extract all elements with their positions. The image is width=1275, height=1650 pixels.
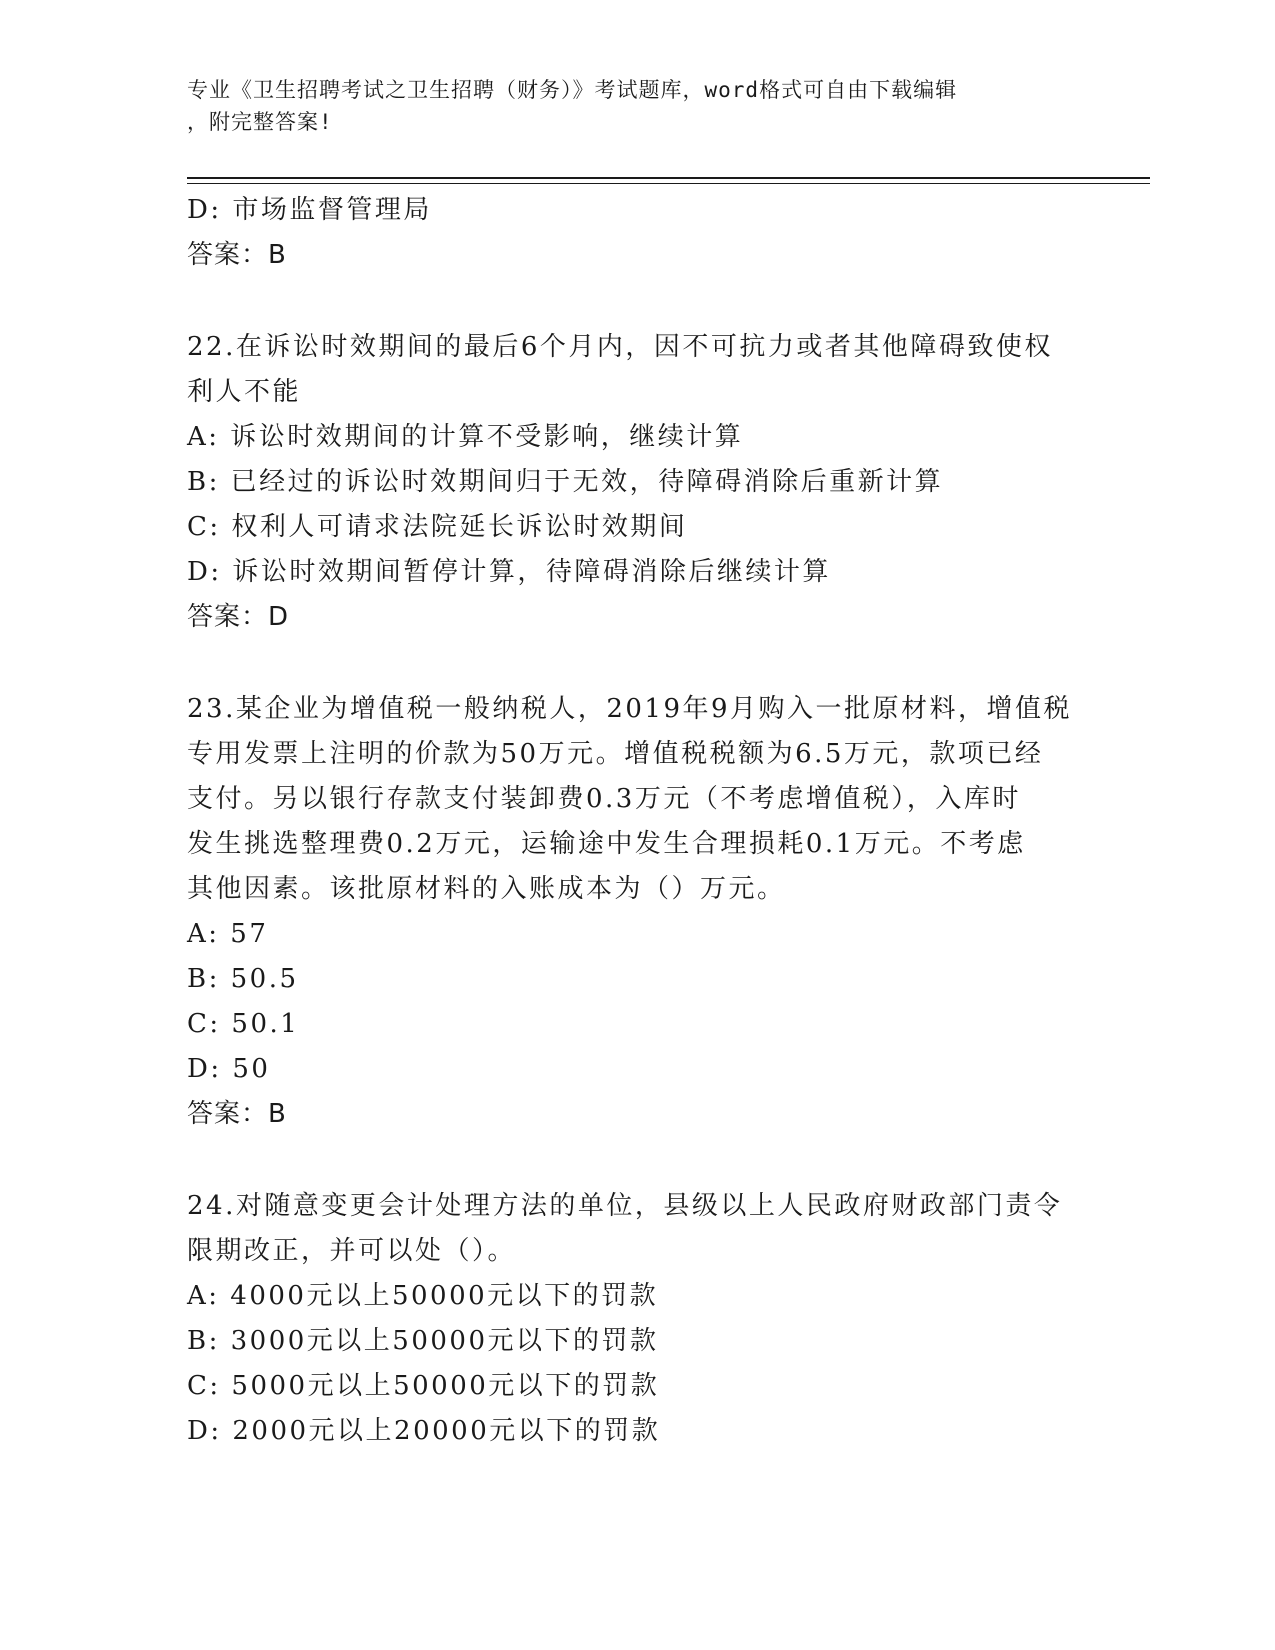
option-d: D: 市场监督管理局 xyxy=(187,195,432,225)
question-stem-line: 23.某企业为增值税一般纳税人，2019年9月购入一批原材料，增值税 xyxy=(187,694,1073,724)
question-stem-line: 发生挑选整理费0.2万元，运输途中发生合理损耗0.1万元。不考虑 xyxy=(187,829,1026,859)
option-b: B: 3000元以上50000元以下的罚款 xyxy=(187,1326,659,1356)
option-d: D: 诉讼时效期间暂停计算，待障碍消除后继续计算 xyxy=(187,557,831,587)
answer-line: 答案：D xyxy=(187,602,290,632)
question-stem-line: 其他因素。该批原材料的入账成本为（）万元。 xyxy=(187,874,786,904)
spacer xyxy=(187,278,1087,325)
spacer xyxy=(187,1137,1087,1184)
header-line-2: ，附完整答案! xyxy=(187,110,333,134)
option-b: B: 50.5 xyxy=(187,964,299,994)
question-22 xyxy=(187,325,1087,640)
option-d: D: 2000元以上20000元以下的罚款 xyxy=(187,1416,661,1446)
page-header xyxy=(187,74,1067,138)
header-rule-thick xyxy=(187,177,1150,179)
question-stem-line: 限期改正，并可以处（）。 xyxy=(187,1236,517,1266)
header-rule-thin xyxy=(187,183,1150,184)
option-c: C: 权利人可请求法院延长诉讼时效期间 xyxy=(187,512,688,542)
option-d: D: 50 xyxy=(187,1054,271,1084)
option-b: B: 已经过的诉讼时效期间归于无效，待障碍消除后重新计算 xyxy=(187,467,944,497)
option-a: A: 诉讼时效期间的计算不受影响，继续计算 xyxy=(187,422,744,452)
question-24 xyxy=(187,1184,1087,1454)
spacer xyxy=(187,640,1087,687)
option-a: A: 57 xyxy=(187,919,269,949)
question-23 xyxy=(187,687,1087,1137)
header-line-1: 专业《卫生招聘考试之卫生招聘（财务）》考试题库，word格式可自由下载编辑 xyxy=(187,78,958,102)
answer-line: 答案：B xyxy=(187,240,287,270)
option-c: C: 5000元以上50000元以下的罚款 xyxy=(187,1371,660,1401)
question-stem-line: 24.对随意变更会计处理方法的单位，县级以上人民政府财政部门责令 xyxy=(187,1191,1063,1221)
option-c: C: 50.1 xyxy=(187,1009,300,1039)
question-content xyxy=(187,188,1087,1454)
answer-line: 答案：B xyxy=(187,1099,287,1129)
question-stem-line: 利人不能 xyxy=(187,377,302,407)
question-stem-line: 专用发票上注明的价款为50万元。增值税税额为6.5万元，款项已经 xyxy=(187,739,1044,769)
option-a: A: 4000元以上50000元以下的罚款 xyxy=(187,1281,659,1311)
question-stem-line: 支付。另以银行存款支付装卸费0.3万元（不考虑增值税），入库时 xyxy=(187,784,1021,814)
question-stem-line: 22.在诉讼时效期间的最后6个月内，因不可抗力或者其他障碍致使权 xyxy=(187,332,1053,362)
